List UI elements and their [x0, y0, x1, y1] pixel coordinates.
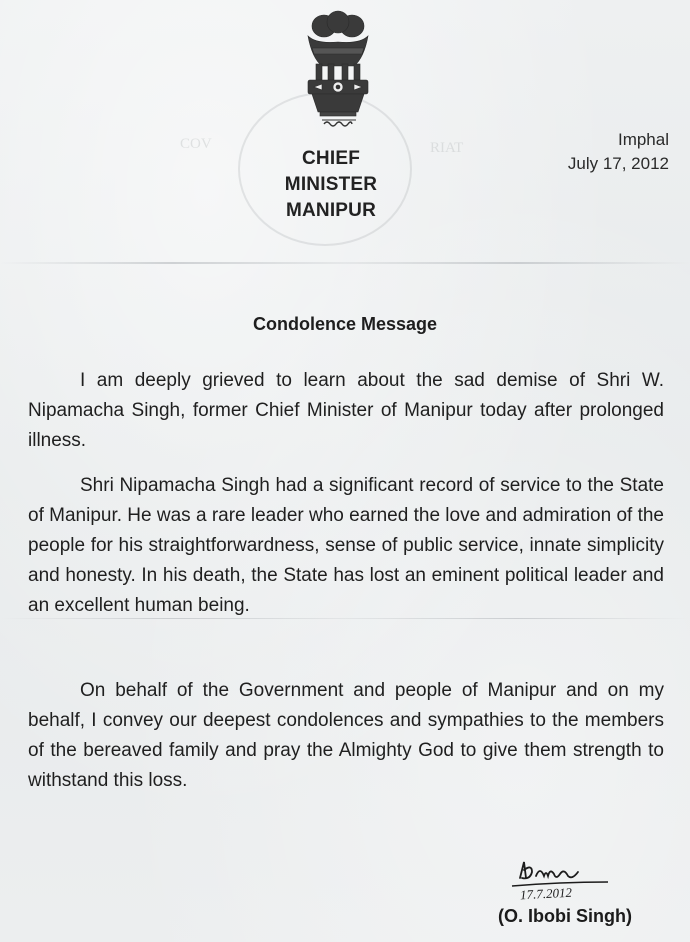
state-emblem-icon [298, 8, 378, 134]
signatory-name: (O. Ibobi Singh) [498, 906, 632, 926]
subject-heading: Condolence Message [252, 314, 438, 334]
bleed-through-mark: RIAT [430, 140, 464, 156]
paragraph-text: I am deeply grieved to learn about the sad demise of Shri W. Nipamacha Singh, former Chief Minister of Manipur today after prolonged illness. [28, 370, 664, 451]
place-date-block [568, 128, 669, 176]
paragraph-text: Shri Nipamacha Singh had a significant record of service to the State of Manipur. He was a rare leader who earned the love and admiration of the people for his straightforwardness, sense of public service, innate simplicity and honesty. In his death, the State has lost an eminent political leader and an excellent human being. [28, 475, 664, 616]
letterhead-title: CHIEF MINISTER [284, 148, 378, 195]
letterhead-state: MANIPUR [285, 200, 377, 221]
signature-date: 17.7.2012 [519, 884, 573, 903]
letter-date: July 17, 2012 [567, 154, 669, 173]
body-paragraph [28, 676, 664, 796]
place: Imphal [617, 130, 669, 149]
letterhead [256, 146, 406, 224]
body-paragraph [28, 366, 664, 456]
fold-crease [0, 262, 690, 264]
paragraph-text: On behalf of the Government and people of Manipur and on my behalf, I convey our deepest condolences and sympathies to the members of the bereaved family and pray the Almighty God to give them strength to withstand this loss. [28, 680, 664, 791]
body-paragraph [28, 471, 664, 621]
bleed-through-mark: COV [180, 136, 212, 152]
